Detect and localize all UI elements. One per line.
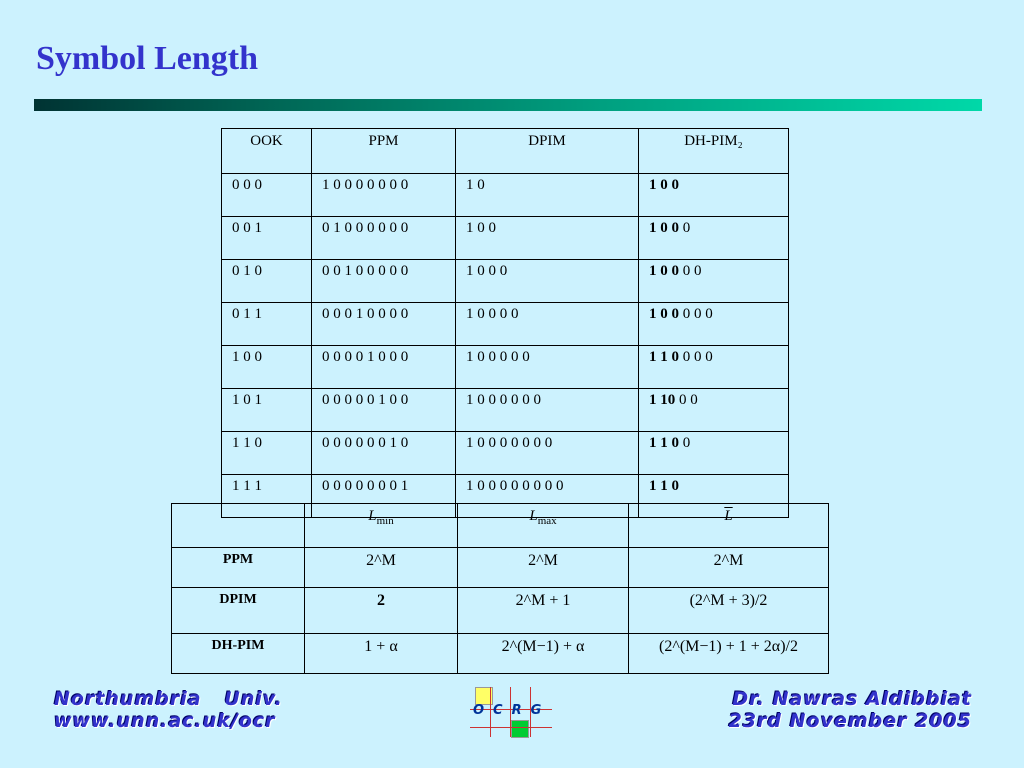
dhpim-rest-part: 0 0 0	[679, 306, 713, 322]
ocrg-logo	[470, 687, 560, 737]
table-row	[222, 174, 789, 217]
table-row	[222, 389, 789, 432]
cell-dpim: 1 0 0	[456, 217, 639, 260]
table-row	[222, 260, 789, 303]
cell-dhpim	[639, 260, 789, 303]
footer-left	[54, 688, 283, 732]
table-row	[222, 346, 789, 389]
cell-ppm: 0 1 0 0 0 0 0 0	[312, 217, 456, 260]
cell-ppm: 0 0 0 0 0 0 0 1	[312, 475, 456, 518]
cell-dpim: 1 0	[456, 174, 639, 217]
lmin-subscript: min	[376, 515, 394, 527]
cell-dpim: 1 0 0 0 0	[456, 303, 639, 346]
header-dhpim2: DH-PIM₂	[639, 129, 789, 174]
header-empty	[172, 504, 305, 548]
dhpim-rest-part: 0 0	[675, 392, 698, 408]
formula-lbar-dpim: (2^M + 3)/2	[629, 588, 829, 634]
cell-ook: 0 0 1	[222, 217, 312, 260]
table-header-row	[172, 504, 829, 548]
formula-lmax-dpim: 2^M + 1	[458, 588, 629, 634]
formula-lbar-dhpim: (2^(M−1) + 1 + 2α)/2	[629, 634, 829, 674]
dhpim-bold-part: 1 0 0	[649, 306, 679, 322]
logo-text: OCRG	[473, 703, 551, 718]
dhpim-bold-part: 1 0 0	[649, 177, 679, 193]
footer-url: www.unn.ac.uk/ocr	[54, 710, 276, 732]
footer-author: Dr. Nawras Aldibbiat	[732, 688, 972, 710]
row-label-dhpim: DH-PIM	[172, 634, 305, 674]
logo-green-square	[511, 720, 529, 738]
header-lmax	[458, 504, 629, 548]
row-label-ppm: PPM	[172, 548, 305, 588]
cell-ook: 1 0 0	[222, 346, 312, 389]
formula-lmax-ppm: 2^M	[458, 548, 629, 588]
table-row	[172, 588, 829, 634]
dhpim-bold-part: 1 0 0	[649, 220, 679, 236]
lmin-symbol: L	[368, 508, 377, 524]
cell-dhpim	[639, 217, 789, 260]
formula-lmin-dpim: 2	[305, 588, 458, 634]
title-underline-bar	[34, 99, 982, 111]
dhpim-bold-part: 1 1 0	[649, 349, 679, 365]
formula-lmin-ppm: 2^M	[305, 548, 458, 588]
cell-ppm: 0 0 0 1 0 0 0 0	[312, 303, 456, 346]
cell-dhpim	[639, 303, 789, 346]
formula-lmax-dhpim: 2^(M−1) + α	[458, 634, 629, 674]
footer-university: Northumbria Univ.	[54, 688, 283, 710]
cell-dhpim	[639, 346, 789, 389]
cell-ppm: 1 0 0 0 0 0 0 0	[312, 174, 456, 217]
cell-dpim: 1 0 0 0 0 0 0	[456, 389, 639, 432]
header-ppm: PPM	[312, 129, 456, 174]
dhpim-bold-part: 1 1 0	[649, 478, 679, 494]
row-label-dpim: DPIM	[172, 588, 305, 634]
lmax-subscript: max	[537, 515, 557, 527]
cell-dpim: 1 0 0 0 0 0 0 0 0	[456, 475, 639, 518]
cell-dpim: 1 0 0 0	[456, 260, 639, 303]
formula-lmin-dhpim: 1 + α	[305, 634, 458, 674]
dhpim-rest-part: 0	[679, 220, 691, 236]
dhpim-rest-part: 0	[679, 435, 691, 451]
table-row	[172, 548, 829, 588]
dhpim-rest-part: 0 0 0	[679, 349, 713, 365]
cell-ook: 1 1 0	[222, 432, 312, 475]
footer-right	[729, 688, 972, 732]
cell-ook: 0 0 0	[222, 174, 312, 217]
cell-ppm: 0 0 0 0 0 1 0 0	[312, 389, 456, 432]
dhpim-bold-part: 1 0 0	[649, 263, 679, 279]
header-lbar	[629, 504, 829, 548]
cell-dhpim	[639, 174, 789, 217]
cell-ppm: 0 0 1 0 0 0 0 0	[312, 260, 456, 303]
symbol-length-formula-table	[171, 503, 829, 674]
table-header-row	[222, 129, 789, 174]
table-row	[222, 303, 789, 346]
cell-dhpim	[639, 389, 789, 432]
dhpim-rest-part: 0 0	[679, 263, 702, 279]
header-dpim: DPIM	[456, 129, 639, 174]
cell-dhpim	[639, 432, 789, 475]
header-lmin	[305, 504, 458, 548]
table-row	[172, 634, 829, 674]
slide-title: Symbol Length	[36, 40, 258, 77]
formula-lbar-ppm: 2^M	[629, 548, 829, 588]
cell-dpim: 1 0 0 0 0 0	[456, 346, 639, 389]
table-row	[222, 217, 789, 260]
cell-dpim: 1 0 0 0 0 0 0 0	[456, 432, 639, 475]
header-ook: OOK	[222, 129, 312, 174]
cell-ppm: 0 0 0 0 1 0 0 0	[312, 346, 456, 389]
cell-ook: 0 1 0	[222, 260, 312, 303]
dhpim-bold-part: 1 10	[649, 392, 676, 408]
lmax-symbol: L	[529, 508, 538, 524]
table-row	[222, 432, 789, 475]
symbol-code-table	[221, 128, 789, 518]
dhpim-bold-part: 1 1 0	[649, 435, 679, 451]
cell-ook: 0 1 1	[222, 303, 312, 346]
logo-grid-line	[470, 727, 552, 728]
cell-ook: 1 0 1	[222, 389, 312, 432]
cell-ook: 1 1 1	[222, 475, 312, 518]
footer-date: 23rd November 2005	[728, 710, 972, 732]
cell-ppm: 0 0 0 0 0 0 1 0	[312, 432, 456, 475]
lbar-symbol: $\overline{L}$	[724, 508, 733, 524]
